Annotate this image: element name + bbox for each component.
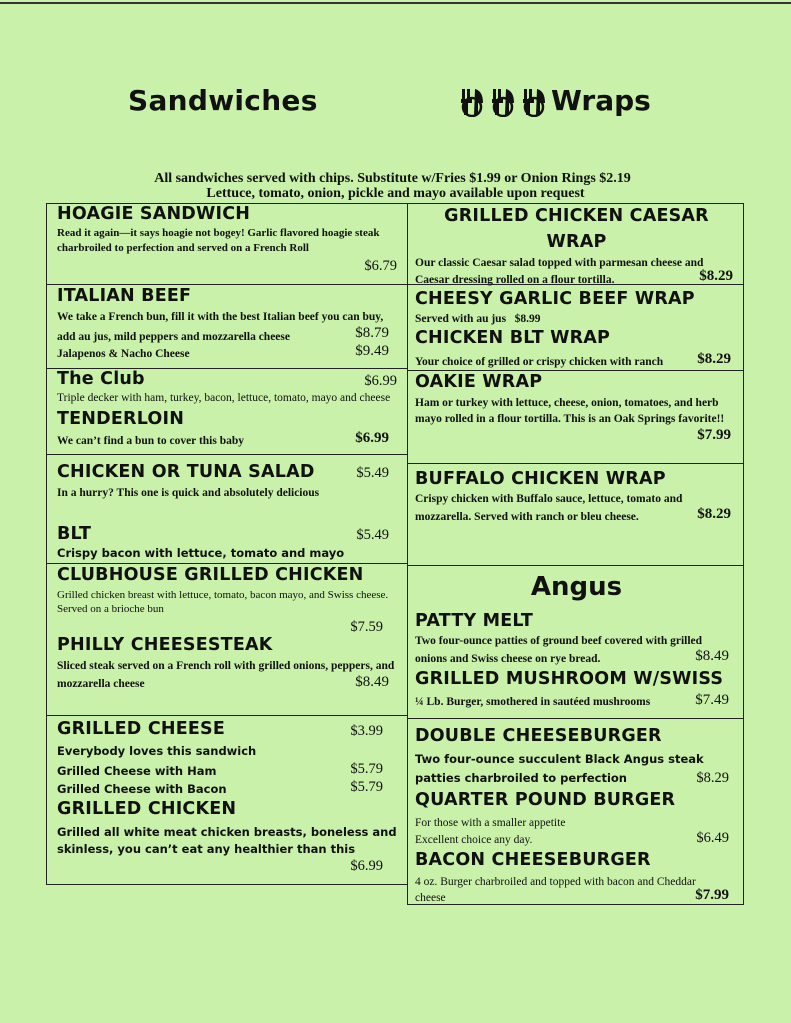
oakie-title: OAKIE WRAP: [415, 372, 543, 392]
grilled-cheese-ham-price: $5.79: [350, 761, 383, 777]
caesar-box: [407, 203, 744, 285]
grilled-cheese-bacon-price: $5.79: [350, 779, 383, 795]
buffalo-desc2: mozzarella. Served with ranch or bleu cheese.: [415, 511, 639, 523]
hoagie-desc: Read it again—it says hoagie not bogey! Garlic flavored hoagie steak charbroiled to perfection and served on a French Roll: [57, 227, 380, 255]
club-box: [46, 368, 408, 455]
salad-desc: In a hurry? This one is quick and absolutely delicious: [57, 487, 320, 499]
tenderloin-price: $6.99: [355, 430, 389, 446]
grilled-chicken-desc2: skinless, you can’t eat any healthier than this: [57, 842, 356, 856]
patty-melt-desc1: Two four-ounce patties of ground beef covered with grilled: [415, 635, 703, 647]
cheesy-box: [407, 284, 744, 371]
quarter-desc1: For those with a smaller appetite: [415, 817, 566, 829]
intro-line-1: All sandwiches served with chips. Substitute w/Fries $1.99 or Onion Rings $2.19: [154, 171, 631, 186]
quarter-desc2: Excellent choice any day.: [415, 834, 533, 846]
oakie-price: $7.99: [697, 427, 731, 443]
cheesy-desc: Served with au jus $8.99: [415, 313, 541, 325]
italian-addon: Jalapenos & Nacho Cheese: [57, 348, 190, 360]
grilled-cheese-bacon: Grilled Cheese with Bacon: [57, 782, 227, 796]
intro-line-2: Lettuce, tomato, onion, pickle and mayo available upon request: [206, 186, 585, 201]
buffalo-price: $8.29: [697, 506, 731, 522]
italian-box: [46, 284, 408, 369]
burger-box: [407, 718, 744, 905]
italian-desc1: We take a French bun, fill it with the best Italian beef you can buy,: [57, 311, 384, 323]
salad-price: $5.49: [356, 465, 389, 481]
double-desc1: Two four-ounce succulent Black Angus steak: [415, 752, 704, 766]
grilled-chicken-desc1: Grilled all white meat chicken breasts, boneless and: [57, 825, 397, 839]
club-desc: Triple decker with ham, turkey, bacon, lettuce, tomato, mayo and cheese: [57, 392, 391, 404]
mushroom-title: GRILLED MUSHROOM W/SWISS: [415, 669, 724, 689]
italian-addon-price: $9.49: [355, 343, 389, 359]
blt-wrap-price: $8.29: [697, 351, 731, 367]
blt-price: $5.49: [356, 527, 389, 543]
blt-title: BLT: [57, 524, 92, 544]
caesar-desc1: Our classic Caesar salad topped with parmesan cheese and: [415, 257, 704, 269]
angus-title: Angus: [530, 572, 623, 602]
philly-desc1: Sliced steak served on a French roll with grilled onions, peppers, and: [57, 660, 395, 672]
fork-knife-icon: [458, 85, 486, 117]
salad-title: CHICKEN OR TUNA SALAD: [57, 462, 315, 482]
wraps-title-group: [458, 84, 651, 117]
quarter-pound-title: QUARTER POUND BURGER: [415, 790, 676, 810]
buffalo-box: [407, 463, 744, 566]
club-title: The Club: [57, 369, 145, 389]
philly-price: $8.49: [355, 674, 389, 690]
mushroom-desc: ¼ Lb. Burger, smothered in sautéed mushrooms: [415, 696, 651, 708]
blt-wrap-desc: Your choice of grilled or crispy chicken with ranch: [415, 356, 664, 368]
patty-melt-title: PATTY MELT: [415, 611, 534, 631]
double-desc2: patties charbroiled to perfection: [415, 771, 627, 785]
blt-wrap-title: CHICKEN BLT WRAP: [415, 328, 611, 348]
menu-grid: [46, 203, 744, 903]
italian-desc2: add au jus, mild peppers and mozzarella cheese: [57, 331, 290, 343]
bacon-cheeseburger-title: BACON CHEESEBURGER: [415, 850, 651, 870]
grilled-chicken-price: $6.99: [350, 858, 383, 874]
tenderloin-title: TENDERLOIN: [57, 409, 185, 429]
hoagie-box: [46, 203, 408, 285]
philly-title: PHILLY CHEESESTEAK: [57, 635, 273, 655]
club-price: $6.99: [364, 373, 397, 389]
top-border: [0, 2, 791, 4]
mushroom-price: $7.49: [695, 692, 729, 708]
patty-melt-price: $8.49: [695, 648, 729, 664]
buffalo-title: BUFFALO CHICKEN WRAP: [415, 469, 666, 489]
clubhouse-box: [46, 563, 408, 716]
caesar-title2: WRAP: [546, 232, 607, 252]
angus-box: [407, 565, 744, 719]
oakie-box: [407, 370, 744, 464]
bacon-desc1: 4 oz. Burger charbroiled and topped with bacon and Cheddar: [415, 876, 696, 888]
clubhouse-desc: Grilled chicken breast with lettuce, tomato, bacon mayo, and Swiss cheese. Served on a brioche bun: [57, 589, 389, 616]
sandwiches-title: Sandwiches: [128, 84, 318, 117]
grilled-cheese-price: $3.99: [350, 723, 383, 739]
oakie-desc2: mayo rolled in a flour tortilla. This is an Oak Springs favorite!!: [415, 413, 725, 425]
blt-desc: Crispy bacon with lettuce, tomato and mayo: [57, 546, 345, 560]
grilled-cheese-title: GRILLED CHEESE: [57, 719, 225, 739]
grilled-cheese-ham: Grilled Cheese with Ham: [57, 764, 217, 778]
fork-knife-icon: [489, 85, 517, 117]
clubhouse-price: $7.59: [350, 619, 383, 635]
cheesy-title: CHEESY GARLIC BEEF WRAP: [415, 289, 695, 309]
fork-knife-icon: [520, 85, 548, 117]
grilled-cheese-sub1: Everybody loves this sandwich: [57, 744, 257, 758]
hoagie-title: HOAGIE SANDWICH: [57, 204, 251, 224]
philly-desc2: mozzarella cheese: [57, 678, 145, 690]
oakie-desc1: Ham or turkey with lettuce, cheese, onion, tomatoes, and herb: [415, 397, 719, 409]
salad-box: [46, 454, 408, 564]
buffalo-desc1: Crispy chicken with Buffalo sauce, lettuce, tomato and: [415, 493, 683, 505]
caesar-title1: GRILLED CHICKEN CAESAR: [444, 206, 709, 226]
double-price: $8.29: [696, 770, 729, 786]
caesar-desc2: Caesar dressing rolled on a flour tortilla.: [415, 274, 615, 286]
italian-price: $8.79: [355, 325, 389, 341]
clubhouse-title: CLUBHOUSE GRILLED CHICKEN: [57, 565, 364, 585]
bacon-price: $7.99: [695, 887, 729, 903]
double-cheeseburger-title: DOUBLE CHEESEBURGER: [415, 726, 662, 746]
tenderloin-desc: We can’t find a bun to cover this baby: [57, 435, 245, 447]
caesar-price: $8.29: [699, 268, 733, 284]
bacon-desc2: cheese: [415, 892, 446, 904]
quarter-price: $6.49: [696, 830, 729, 846]
hoagie-price: $6.79: [364, 258, 397, 274]
grilled-chicken-title: GRILLED CHICKEN: [57, 799, 237, 819]
patty-melt-desc2: onions and Swiss cheese on rye bread.: [415, 653, 601, 665]
italian-title: ITALIAN BEEF: [57, 286, 192, 306]
grilled-cheese-box: [46, 715, 408, 885]
wraps-title: Wraps: [551, 84, 651, 117]
